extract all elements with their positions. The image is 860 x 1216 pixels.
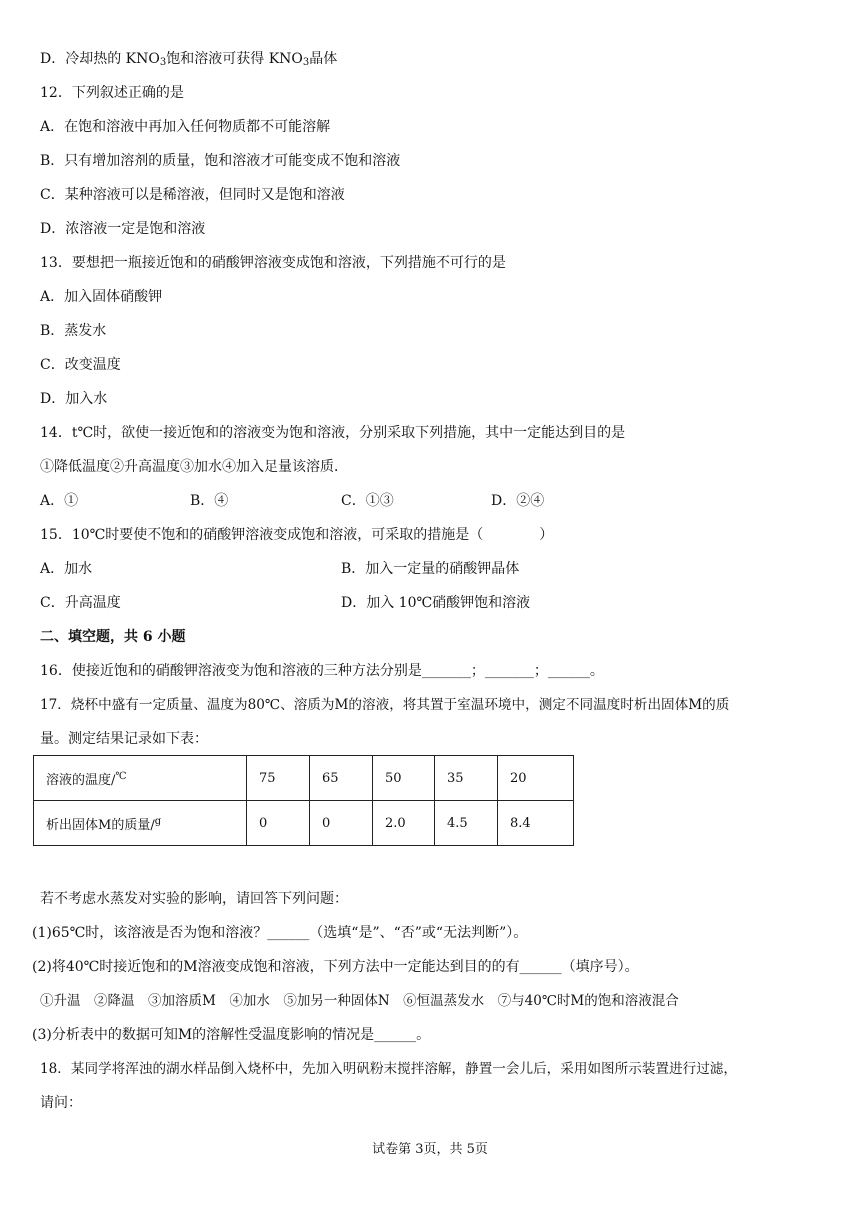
q14-option-d: D．②④: [491, 493, 545, 509]
q18-stem-line1: 18．某同学将浑浊的湖水样品倒入烧杯中，先加入明矾粉末搅拌溶解，静置一会儿后，采用如图所示装置进行过滤，: [40, 1061, 737, 1077]
q17-part1: (1)65℃时，该溶液是否为饱和溶液？______（选填“是”、“否”或“无法判断”）。: [32, 925, 528, 941]
table-cell: 65: [310, 756, 373, 801]
q14-methods: ①降低温度②升高温度③加水④加入足量该溶质．: [40, 459, 348, 475]
table-cell: 8.4: [498, 801, 574, 846]
q11-option-d: D．冷却热的 $KNO_3$饱和溶液可获得 $KNO_3$晶体: [40, 51, 338, 68]
q15-option-b: B．加入一定量的硝酸钾晶体: [341, 561, 520, 577]
table-cell: 4.5: [435, 801, 498, 846]
q18-stem-line2: 请问：: [40, 1095, 82, 1111]
q13-option-b: B．蒸发水: [40, 323, 107, 339]
q12-option-a: A．在饱和溶液中再加入任何物质都不可能溶解: [40, 119, 331, 135]
table-row: [34, 801, 574, 846]
row-label-mass: 析出固体M的质量/$^g$: [34, 801, 247, 846]
q17-part2-options: ①升温 ②降温 ③加溶质M ④加水 ⑤加另一种固体N ⑥恒温蒸发水 ⑦与40℃时M的饱和溶液混合: [40, 993, 679, 1009]
q13-stem: 13．要想把一瓶接近饱和的硝酸钾溶液变成饱和溶液，下列措施不可行的是: [40, 255, 506, 271]
table-cell: 0: [247, 801, 310, 846]
table-cell: 20: [498, 756, 574, 801]
q14-stem: 14．t℃时，欲使一接近饱和的溶液变为饱和溶液，分别采取下列措施，其中一定能达到目的是: [40, 425, 626, 441]
table-cell: 0: [310, 801, 373, 846]
q14-option-b: B．④: [190, 493, 229, 509]
table-cell: 2.0: [373, 801, 435, 846]
q15-stem: 15．10℃时要使不饱和的硝酸钾溶液变成饱和溶液，可采取的措施是（ ）: [40, 527, 554, 543]
q17-stem-line1: 17．烧杯中盛有一定质量、温度为80℃、溶质为M的溶液，将其置于室温环境中，测定不同温度时析出固体M的质: [40, 697, 730, 713]
q16-stem: 16．使接近饱和的硝酸钾溶液变为饱和溶液的三种方法分别是_______；_______；______。: [40, 663, 604, 679]
q13-option-a: A．加入固体硝酸钾: [40, 289, 163, 305]
table-cell: 75: [247, 756, 310, 801]
q15-option-c: C．升高温度: [40, 595, 121, 611]
q12-option-b: B．只有增加溶剂的质量，饱和溶液才可能变成不饱和溶液: [40, 153, 401, 169]
q15-option-d: D．加入 10℃硝酸钾饱和溶液: [341, 595, 531, 611]
q13-option-d: D．加入水: [40, 391, 108, 407]
q14-option-a: A．①: [40, 493, 79, 509]
row-label-temperature: 溶液的温度/℃: [34, 756, 247, 801]
q14-option-c: C．①③: [341, 493, 394, 509]
q12-option-c: C．某种溶液可以是稀溶液，但同时又是饱和溶液: [40, 187, 345, 203]
q13-option-c: C．改变温度: [40, 357, 121, 373]
q17-stem-line2: 量。测定结果记录如下表：: [40, 731, 208, 747]
q17-part2: (2)将40℃时接近饱和的M溶液变成饱和溶液，下列方法中一定能达到目的的有______（填序号）。: [32, 959, 639, 975]
section-heading: 二、填空题，共 6 小题: [40, 629, 186, 645]
q12-option-d: D．浓溶液一定是饱和溶液: [40, 221, 206, 237]
page-footer: 试卷第 3页，共 5页: [372, 1142, 488, 1157]
q15-option-a: A．加水: [40, 561, 93, 577]
results-table: [33, 755, 574, 846]
q12-stem: 12．下列叙述正确的是: [40, 85, 184, 101]
q17-part3: (3)分析表中的数据可知M的溶解性受温度影响的情况是______。: [32, 1027, 431, 1043]
q17-note: 若不考虑水蒸发对实验的影响，请回答下列问题：: [40, 891, 348, 907]
table-row: [34, 756, 574, 801]
table-cell: 50: [373, 756, 435, 801]
table-cell: 35: [435, 756, 498, 801]
